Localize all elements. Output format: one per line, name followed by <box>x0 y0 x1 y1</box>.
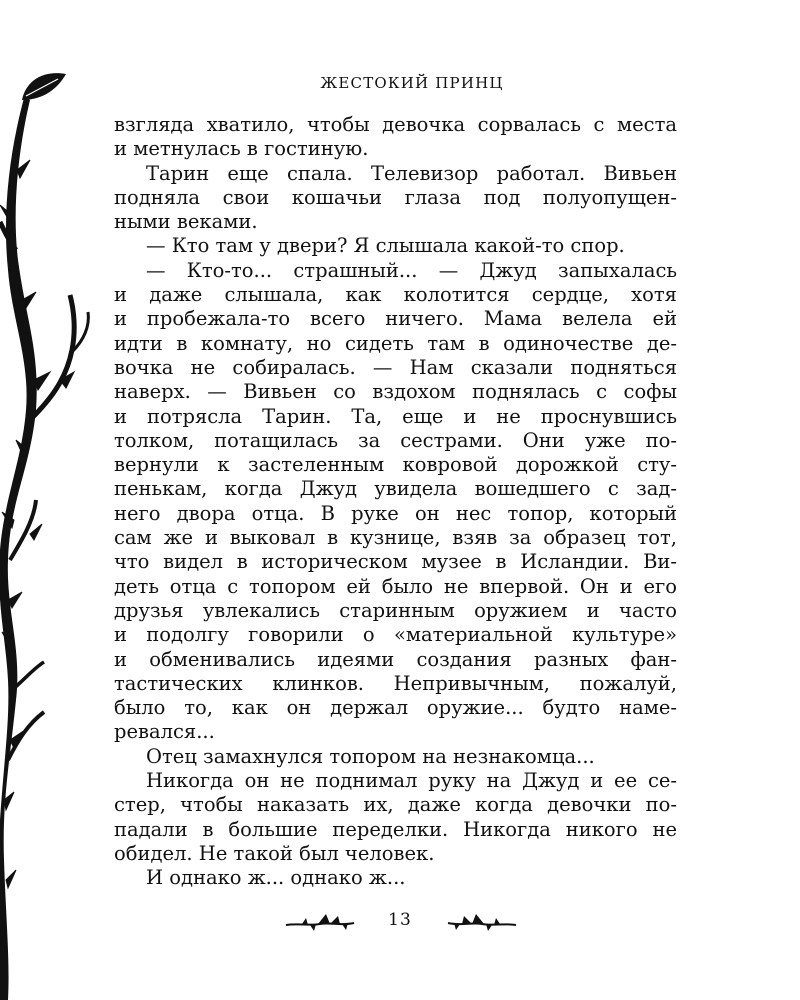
text-line: пенькам, когда Джуд увидела вошедшего с зад- <box>114 477 677 501</box>
text-line: взгляда хватило, чтобы девочка сорвалась с места <box>114 113 677 136</box>
text-line: и потрясла Тарин. Та, еще и не проснувшись <box>114 404 677 428</box>
text-line: — Кто там у двери? Я слышала какой-то спор. <box>146 234 625 258</box>
text-line: было то, как он держал оружие... будто наме- <box>114 696 677 720</box>
text-line: деть отца с топором ей было не впервой. Он и его <box>114 574 677 598</box>
text-line: идти в комнату, но сидеть там в одиночестве де- <box>114 331 677 355</box>
text-line: Отец замахнулся топором на незнакомца... <box>146 744 595 768</box>
page-footer <box>280 908 520 938</box>
text-line: и пробежала-то всего ничего. Мама велела ей <box>114 307 677 331</box>
page-number: 13 <box>388 910 412 930</box>
text-line: И однако ж... однако ж... <box>146 866 406 890</box>
text-line: подняла свои кошачьи глаза под полуопущен- <box>114 185 677 209</box>
text-line: обидел. Не такой был человек. <box>114 841 435 865</box>
text-line: него двора отца. В руке он нес топор, который <box>114 501 677 525</box>
text-line: и подолгу говорили о «материальной культуре» <box>114 623 677 647</box>
text-line: друзья увлекались старинным оружием и часто <box>114 598 677 622</box>
text-line: Никогда он не поднимал руку на Джуд и ее се- <box>146 769 677 793</box>
text-line: наверх. — Вивьен со вздохом поднялась с софы <box>114 380 677 404</box>
text-line: вернули к застеленным ковровой дорожкой сту- <box>114 453 677 477</box>
text-line: что видел в историческом музее в Исландии. Ви- <box>114 550 677 574</box>
text-line: Тарин еще спала. Телевизор работал. Вивьен <box>146 161 677 185</box>
text-line: ревался... <box>114 720 215 744</box>
text-line: и даже слышала, как колотится сердце, хотя <box>114 283 677 307</box>
body-text <box>114 113 677 891</box>
thorny-vine-illustration <box>0 0 130 1000</box>
thorn-ornament-right <box>446 912 518 934</box>
running-head: ЖЕСТОКИЙ ПРИНЦ <box>320 74 504 92</box>
text-line: падали в большие переделки. Никогда никого не <box>114 817 677 841</box>
text-line: ными веками. <box>114 210 258 234</box>
text-line: и метнулась в гостиную. <box>114 137 369 161</box>
text-line: — Кто-то... страшный... — Джуд запыхалась <box>146 258 677 282</box>
text-line: вочка не собиралась. — Нам сказали подняться <box>114 355 677 379</box>
text-line: сам же и выковал в кузнице, взяв за образец тот, <box>114 526 677 550</box>
text-line: тастических клинков. Непривычным, пожалуй, <box>114 671 677 695</box>
text-line: толком, потащилась за сестрами. Они уже по- <box>114 428 677 452</box>
text-line: стер, чтобы наказать их, даже когда девочки по- <box>114 793 677 817</box>
text-line: и обменивались идеями создания разных фан- <box>114 647 677 671</box>
